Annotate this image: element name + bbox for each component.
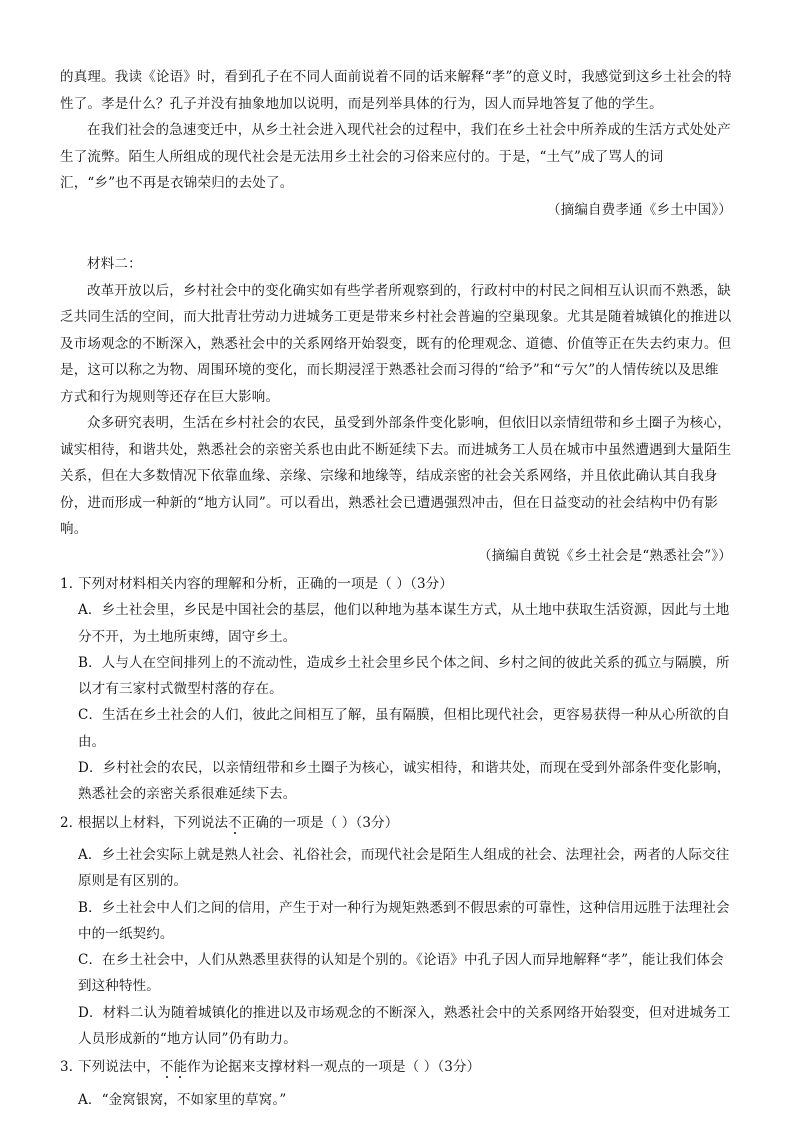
material-one-tail bbox=[60, 64, 732, 223]
option-a[interactable] bbox=[60, 1087, 732, 1113]
question-number: 3． bbox=[60, 1059, 83, 1076]
option-label: B． bbox=[78, 899, 102, 916]
option-text: 在乡土社会中，人们从熟悉里获得的认知是个别的。《论语》中孔子因人而异地解释“孝”，能让我们体会到这种特性。 bbox=[78, 952, 724, 995]
question-text: 下列对材料相关内容的理解和分析，正确的一项是（ ）（3分） bbox=[78, 576, 453, 592]
option-a[interactable] bbox=[60, 842, 732, 895]
question-number: 1． bbox=[60, 576, 83, 592]
option-b[interactable] bbox=[60, 895, 732, 948]
option-d[interactable] bbox=[60, 755, 732, 808]
question-3 bbox=[60, 1054, 732, 1113]
option-text: 乡土社会中人们之间的信用，产生于对一种行为规矩熟悉到不假思索的可靠性，这种信用远胜于法理社会中的一纸契约。 bbox=[78, 899, 730, 942]
spacer bbox=[60, 223, 732, 251]
question-2 bbox=[60, 810, 732, 1053]
emphasis-char: 能 bbox=[173, 1059, 188, 1076]
question-text-part: 根据以上材料，下列说法 bbox=[78, 814, 229, 831]
option-text: “金窝银窝，不如家里的草窝。” bbox=[101, 1091, 287, 1108]
material-one-paragraph: 在我们社会的急速变迁中，从乡土社会进入现代社会的过程中，我们在乡土社会中所养成的生活方式处处产生了流弊。陌生人所组成的现代社会是无法用乡土社会的习俗来应付的。于是，“土气”成了骂人的词汇，“乡”也不再是衣锦荣归的去处了。 bbox=[60, 122, 731, 191]
material-two-paragraph: 改革开放以后，乡村社会中的变化确实如有些学者所观察到的，行政村中的村民之间相互认识而不熟悉，缺乏共同生活的空间，而大批青壮劳动力进城务工更是带来乡村社会普遍的空巢现象。尤其是随着城镇化的推进以及市场观念的不断深入，熟悉社会中的关系网络开始裂变，既有的伦理观念、道德、价值等正在失去约束力。但是，这可以称之为物、周围环境的变化，而长期浸淫于熟悉社会而习得的“给予”和“亏欠”的人情传统以及思维方式和行为规则等还存在巨大影响。 bbox=[60, 282, 732, 405]
material-two-source: （摘编自黄锐《乡土社会是“熟悉社会”》） bbox=[477, 547, 732, 564]
option-c[interactable] bbox=[60, 947, 732, 1000]
option-d[interactable] bbox=[60, 1000, 732, 1053]
question-1 bbox=[60, 571, 732, 808]
question-stem bbox=[60, 1054, 732, 1080]
option-text: 材料二认为随着城镇化的推进以及市场观念的不断深入，熟悉社会中的关系网络开始裂变，但对进城务工人员形成新的“地方认同”仍有助力。 bbox=[78, 1004, 731, 1048]
option-a[interactable] bbox=[60, 597, 732, 650]
option-text: 生活在乡土社会的人们，彼此之间相互了解，虽有隔膜，但相比现代社会，更容易获得一种从心所欲的自由。 bbox=[78, 707, 731, 750]
material-one-paragraph: 的真理。我读《论语》时，看到孔子在不同人面前说着不同的话来解释“孝”的意义时，我感觉到这乡土社会的特性了。孝是什么？孔子并没有抽象地加以说明，而是列举具体的行为，因人而异地答复了他的学生。 bbox=[60, 69, 732, 112]
option-label: D． bbox=[78, 1004, 103, 1021]
material-two-paragraph: 众多研究表明，生活在乡村社会的农民，虽受到外部条件变化影响，但依旧以亲情纽带和乡土圈子为核心，诚实相待，和谐共处，熟悉社会的亲密关系也由此不断延续下去。而进城务工人员在城市中虽然遭遇到大量陌生关系，但在大多数情况下依靠血缘、亲缘、宗缘和地缘等，结成亲密的社会关系网络，并且依此确认其自我身份，进而形成一种新的“地方认同”。可以看出，熟悉社会已遭遇强烈冲击，但在日益变动的社会结构中仍有影响。 bbox=[60, 415, 732, 537]
material-two bbox=[60, 251, 732, 569]
material-one-source: （摘编自费孝通《乡土中国》） bbox=[546, 201, 732, 218]
question-text-part: 正确的一项是（ ）（3分） bbox=[241, 814, 399, 831]
question-text-part: 下列说法中， bbox=[78, 1059, 160, 1076]
option-label: C． bbox=[78, 952, 103, 969]
option-b[interactable] bbox=[60, 650, 732, 703]
option-text: 人与人在空间排列上的不流动性，造成乡土社会里乡民个体之间、乡村之间的彼此关系的孤立与隔膜，所以才有三家村式微型村落的存在。 bbox=[78, 654, 730, 698]
question-text bbox=[78, 1054, 480, 1080]
question-text-part: 作为论据来支撑材料一观点的一项是（ ）（3分） bbox=[187, 1059, 481, 1076]
emphasis-char: 不 bbox=[159, 1059, 174, 1076]
option-label: A． bbox=[78, 602, 102, 619]
question-number: 2． bbox=[60, 814, 83, 831]
option-c[interactable] bbox=[60, 702, 732, 755]
question-stem bbox=[60, 810, 732, 836]
option-label: D． bbox=[78, 760, 103, 777]
question-stem bbox=[60, 571, 732, 597]
option-label: A． bbox=[78, 846, 102, 863]
option-label: C． bbox=[78, 707, 103, 724]
material-two-heading: 材料二： bbox=[87, 256, 142, 272]
option-label: B． bbox=[78, 654, 102, 671]
option-text: 乡村社会的农民，以亲情纽带和乡土圈子为核心，诚实相待，和谐共处，而现在受到外部条件变化影响，熟悉社会的亲密关系很难延续下去。 bbox=[78, 760, 731, 803]
option-label: A． bbox=[78, 1091, 102, 1108]
question-text bbox=[78, 810, 398, 836]
option-text: 乡土社会里，乡民是中国社会的基层，他们以种地为基本谋生方式，从土地中获取生活资源，因此与土地分不开，为土地所束缚，固守乡土。 bbox=[78, 602, 730, 645]
option-text: 乡土社会实际上就是熟人社会、礼俗社会，而现代社会是陌生人组成的社会、法理社会，两者的人际交往原则是有区别的。 bbox=[78, 846, 730, 890]
emphasis-char: 不 bbox=[228, 814, 242, 831]
